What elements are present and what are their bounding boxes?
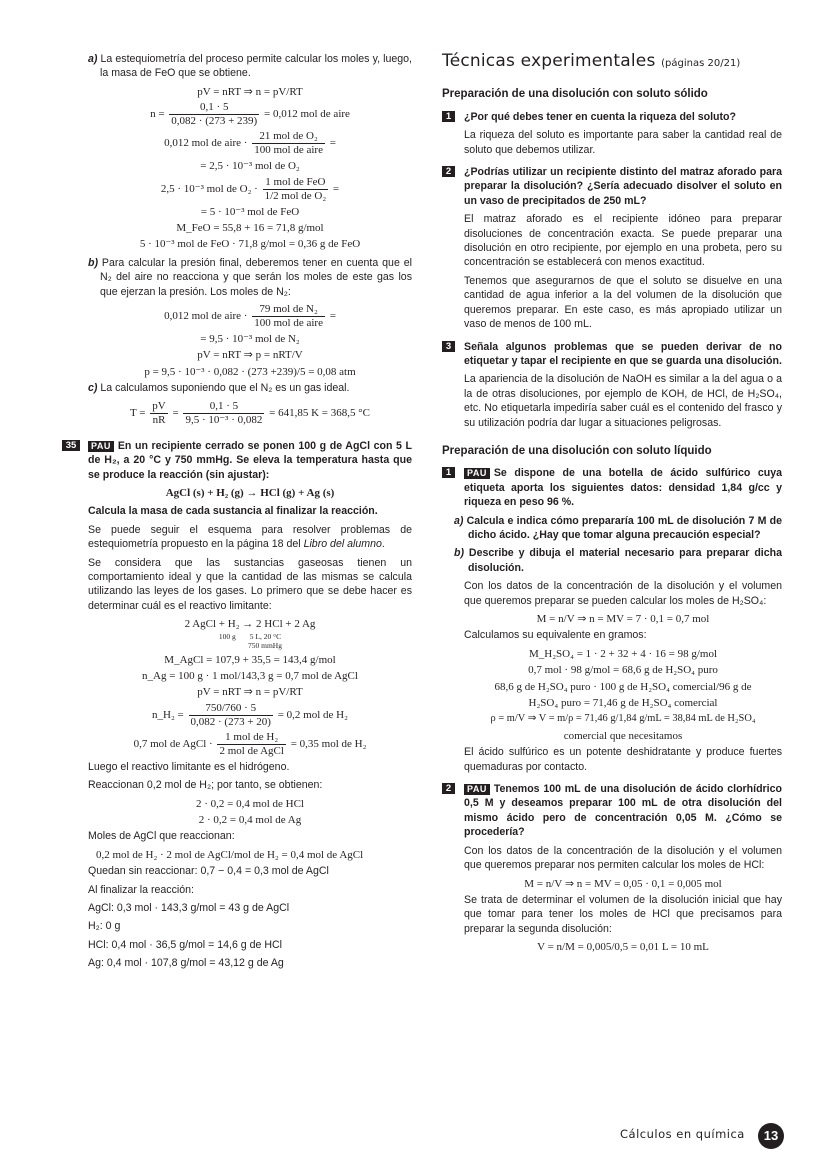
answer: El ácido sulfúrico es un potente deshidratante y produce fuertes quemaduras por contacto. bbox=[464, 746, 782, 773]
equation: H₂SO₄ puro = 71,46 g de H₂SO₄ comercial bbox=[528, 697, 718, 710]
paragraph: Reaccionan 0,2 mol de H₂; por tanto, se obtienen: bbox=[88, 779, 323, 792]
answer: Se trata de determinar el volumen de la disolución inicial que hay que tomar para tener los moles de HCl que precisamos para preparar la segunda disolución: bbox=[464, 893, 782, 935]
paragraph: Se considera que las sustancias gaseosas tienen un comportamiento ideal y que la cantidad de las mismas se calcula utilizando las leyes de los gases. Lo primero que se debe hacer es determinar cuál es el reactivo limitante: bbox=[88, 556, 412, 612]
paragraph: Al finalizar la reacción: bbox=[88, 883, 194, 896]
reaction: AgCl (s) + H₂ (g) → HCl (g) + Ag (s) bbox=[165, 486, 335, 499]
equation: M_AgCl = 107,9 + 35,5 = 143,4 g/mol bbox=[164, 653, 336, 666]
equation: p = 9,5 · 10⁻³ · 0,082 · (273 +239)/5 = 0,08 atm bbox=[144, 365, 356, 378]
equation: M_H₂SO₄ = 1 · 2 + 32 + 4 · 16 = 98 g/mol bbox=[528, 647, 717, 660]
paragraph: Moles de AgCl que reaccionan: bbox=[88, 830, 235, 843]
reaction-conditions: 100 g 5 L, 20 °C 750 mmHg bbox=[218, 631, 282, 650]
part-a: a) La estequiometría del proceso permite calcular los moles y, luego, la masa de FeO que se obtiene. bbox=[88, 53, 412, 80]
answer: La riqueza del soluto es importante para saber la cantidad real de soluto que debemos utilizar. bbox=[464, 129, 782, 156]
pau-badge: PAU bbox=[464, 784, 490, 795]
equation: 2 · 0,2 = 0,4 mol de HCl bbox=[196, 797, 304, 810]
reaction: 2 AgCl + H₂ → 2 HCl + 2 Ag bbox=[184, 618, 316, 631]
question-prompt: Calcula la masa de cada sustancia al finalizar la reacción. bbox=[88, 505, 378, 518]
answer: La apariencia de la disolución de NaOH es similar a la del agua o a la de otras disoluciones, por ejemplo de KOH, de HCl, de H₂SO₄, etc. No etiquetarla impediría saber cuál es el contenido del frasco y su utilización podría dar lugar a situaciones peligrosas. bbox=[464, 373, 782, 429]
equation: M = n/V ⇒ n = MV = 0,05 · 0,1 = 0,005 mol bbox=[524, 877, 722, 890]
exercise-2: 2 PAU Tenemos 100 mL de una disolución de ácido clorhídrico 0,5 M y deseamos preparar 100 mL de otra disolución del mismo ácido pero de concentración 0,05 M. ¿Cómo se procedería? bbox=[442, 782, 782, 840]
exercise-1: 1 PAU Se dispone de una botella de ácido sulfúrico cuya etiqueta aporta los siguientes datos: densidad 1,84 g/cc y riqueza en peso 96 %. bbox=[442, 466, 782, 509]
part-b: b) Para calcular la presión final, deberemos tener en cuenta que el N₂ del aire no reacciona y que serán los moles de este gas los que ejerzan la presión. Los moles de N₂: bbox=[88, 256, 412, 298]
result-line: AgCl: 0,3 mol · 143,3 g/mol = 43 g de AgCl bbox=[88, 902, 290, 915]
result-line: HCl: 0,4 mol · 36,5 g/mol = 14,6 g de HCl bbox=[88, 938, 283, 951]
equation-fraction: n_H₂ = $\frac{750/760 \cdot 5}{0,082 \cdot (273 + 20)}$ = 0,2 mol de H₂ bbox=[152, 701, 348, 728]
equation: M_FeO = 55,8 + 16 = 71,8 g/mol bbox=[176, 222, 324, 235]
equation-fraction: 0,7 mol de AgCl · $\frac{\text{1 mol de H₂}}{\text{2 mol de AgCl}}$ = 0,35 mol de H₂ bbox=[133, 730, 367, 757]
equation: n_Ag = 100 g · 1 mol/143,3 g = 0,7 mol de AgCl bbox=[142, 669, 358, 682]
answer: Calculamos su equivalente en gramos: bbox=[464, 629, 647, 642]
equation-fraction: 0,012 mol de aire · $\frac{\text{79 mol de N₂}}{\text{100 mol de aire}}$ = bbox=[164, 303, 336, 330]
result-line: H₂: 0 g bbox=[88, 920, 121, 933]
left-column bbox=[65, 52, 412, 975]
subsection-heading: Preparación de una disolución con soluto líquido bbox=[442, 444, 712, 457]
subsection-heading: Preparación de una disolución con soluto sólido bbox=[442, 88, 708, 101]
paragraph: Quedan sin reaccionar: 0,7 − 0,4 = 0,3 mol de AgCl bbox=[88, 865, 329, 878]
equation: 5 · 10⁻³ mol de FeO · 71,8 g/mol = 0,36 g de FeO bbox=[139, 238, 361, 251]
equation: pV = nRT ⇒ p = nRT/V bbox=[197, 349, 303, 362]
equation-fraction: 2,5 · 10⁻³ mol de O₂ · $\frac{\text{1 mol de FeO}}{\text{1/2 mol de O₂}}$ = bbox=[160, 175, 340, 202]
exercise-part-b: b) Describe y dibuja el material necesario para preparar dicha disolución. bbox=[454, 547, 782, 574]
paragraph: Se puede seguir el esquema para resolver problemas de estequiometría propuesto en la página 18 del Libro del alumno. bbox=[88, 523, 412, 551]
equation: V = n/M = 0,005/0,5 = 0,01 L = 10 mL bbox=[537, 941, 709, 954]
equation: 0,2 mol de H₂ · 2 mol de AgCl/mol de H₂ = 0,4 mol de AgCl bbox=[96, 848, 364, 861]
answer: Con los datos de la concentración de la disolución y el volumen que queremos preparar se pueden calcular los moles de H₂SO₄: bbox=[464, 580, 782, 607]
section-title: Técnicas experimentales (páginas 20/21) bbox=[442, 51, 741, 71]
answer: Con los datos de la concentración de la disolución y el volumen que queremos preparar nos permiten calcular los moles de HCl: bbox=[464, 844, 782, 872]
pau-badge: PAU bbox=[464, 468, 490, 479]
equation-fraction: T = $\frac{pV}{nR}$ = $\frac{0,1 \cdot 5}{\text{9,5 · 10⁻³ · 0,082}}$ = 641,85 K = 368,5 °C bbox=[130, 399, 370, 426]
paragraph: Luego el reactivo limitante es el hidrógeno. bbox=[88, 760, 290, 773]
exercise-part-a: a) Calcula e indica cómo prepararía 100 mL de disolución 7 M de dicho ácido. ¿Hay que tomar alguna precaución especial? bbox=[454, 514, 782, 541]
equation: 2 · 0,2 = 0,4 mol de Ag bbox=[198, 814, 302, 826]
answer: El matraz aforado es el recipiente idóneo para preparar disoluciones de concentración exacta. Se puede preparar una disolución en otro recipiente, por ejemplo en una probeta, pero su concentración se establecerá con menos exactitud. bbox=[464, 213, 782, 269]
equation-fraction: 0,012 mol de aire · $\frac{\text{21 mol de O₂}}{\text{100 mol de aire}}$ = bbox=[164, 130, 336, 157]
equation-fraction: n = $\frac{0,1 \cdot 5}{0,082 \cdot (273 + 239)}$ = 0,012 mol de aire bbox=[150, 101, 350, 128]
part-c: c) La calculamos suponiendo que el N₂ es un gas ideal. bbox=[88, 382, 350, 395]
equation: pV = nRT ⇒ n = pV/RT bbox=[197, 85, 303, 98]
equation: comercial que necesitamos bbox=[563, 729, 683, 742]
equation: 0,7 mol · 98 g/mol = 68,6 g de H₂SO₄ puro bbox=[528, 664, 718, 677]
question-35: 35 PAU En un recipiente cerrado se ponen 100 g de AgCl con 5 L de H₂, a 20 °C y 750 mmHg. Se eleva la temperatura hasta que se produce la reacción (sin ajustar): bbox=[62, 439, 412, 482]
equation: = 9,5 · 10⁻³ mol de N₂ bbox=[200, 333, 300, 346]
footer-chapter-title: Cálculos en química bbox=[620, 1127, 745, 1141]
equation: ρ = m/V ⇒ V = m/ρ = 71,46 g/1,84 g/mL = 38,84 mL de H₂SO₄ bbox=[490, 713, 756, 725]
equation: = 2,5 · 10⁻³ mol de O₂ bbox=[200, 160, 300, 173]
answer: Tenemos que asegurarnos de que el soluto se disuelve en una cantidad de agua inferior a la del volumen de la disolución que queremos preparar. En este caso, es más apropiado utilizar un vaso de menos de 100 mL. bbox=[464, 274, 782, 331]
pau-badge: PAU bbox=[88, 441, 114, 452]
question-3: 3 Señala algunos problemas que se pueden derivar de no etiquetar y tapar el recipiente en que se guarda una disolución. bbox=[442, 340, 782, 369]
equation: pV = nRT ⇒ n = pV/RT bbox=[197, 686, 303, 699]
equation: M = n/V ⇒ n = MV = 7 · 0,1 = 0,7 mol bbox=[536, 613, 710, 625]
equation: 68,6 g de H₂SO₄ puro · 100 g de H₂SO₄ comercial/96 g de bbox=[494, 680, 752, 693]
equation: = 5 · 10⁻³ mol de FeO bbox=[200, 205, 300, 218]
question-2: 2 ¿Podrías utilizar un recipiente distinto del matraz aforado para preparar la disolución? ¿Sería adecuado disolver el soluto en un vaso de precipitados de 250 mL? bbox=[442, 165, 782, 208]
question-1: 1 ¿Por qué debes tener en cuenta la riqueza del soluto? bbox=[442, 110, 782, 124]
page-number: 13 bbox=[758, 1123, 784, 1149]
right-column bbox=[442, 52, 782, 957]
result-line: Ag: 0,4 mol · 107,8 g/mol = 43,12 g de Ag bbox=[88, 957, 284, 970]
question-number: 35 bbox=[62, 440, 80, 451]
